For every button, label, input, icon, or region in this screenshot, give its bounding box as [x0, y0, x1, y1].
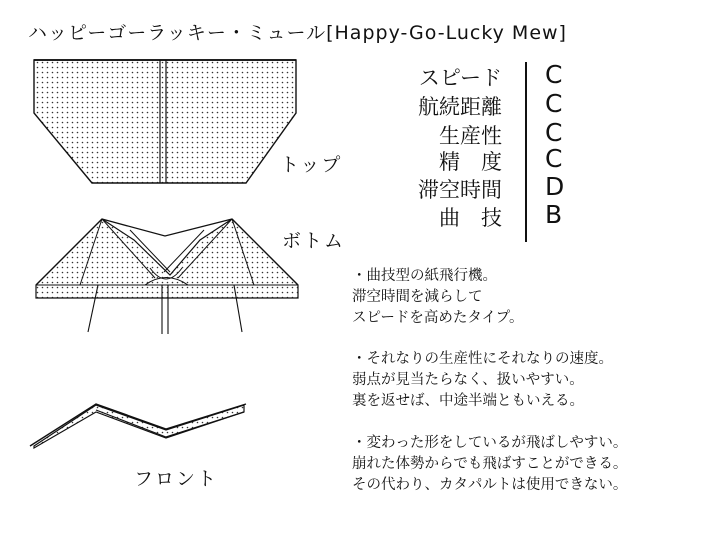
note-line: スピードを高めたタイプ。 — [352, 310, 524, 326]
top-view-label: トップ — [280, 154, 343, 176]
stat-name: スピード — [418, 66, 502, 90]
stat-row — [380, 91, 630, 119]
stat-row — [380, 202, 630, 230]
bottom-view-label: ボトム — [282, 230, 346, 252]
note-line: 滞空時間を減らして — [352, 289, 483, 305]
stat-row — [380, 120, 630, 148]
stat-row — [380, 146, 630, 174]
bottom-view-drawing — [36, 219, 298, 334]
note-line: 裏を返せば、中途半端ともいえる。 — [352, 393, 584, 409]
stat-grade: C — [545, 144, 563, 173]
stat-grade: C — [545, 89, 563, 118]
note-line: ・変わった形をしているが飛ばしやすい。 — [352, 435, 628, 451]
stat-grade: B — [545, 200, 563, 229]
stat-name: 滞空時間 — [418, 178, 502, 202]
page-title: ハッピーゴーラッキー・ミュール[Happy-Go-Lucky Mew] — [28, 22, 567, 44]
stat-row — [380, 174, 630, 202]
stat-name: 曲 技 — [439, 206, 502, 230]
stat-grade: C — [545, 60, 563, 89]
note-line: ・曲技型の紙飛行機。 — [352, 268, 497, 284]
stat-name: 生産性 — [439, 124, 502, 148]
note-line: ・それなりの生産性にそれなりの速度。 — [352, 351, 613, 367]
top-view-drawing — [34, 60, 296, 183]
note-block — [352, 266, 524, 329]
front-view-label: フロント — [134, 468, 219, 490]
stat-name: 航続距離 — [418, 95, 502, 119]
stats-divider — [525, 62, 527, 242]
note-block — [352, 433, 627, 496]
note-line: 崩れた体勢からでも飛ばすことができる。 — [352, 456, 628, 472]
front-view-drawing — [30, 404, 246, 448]
note-line: 弱点が見当たらなく、扱いやすい。 — [352, 372, 584, 388]
note-line: その代わり、カタパルトは使用できない。 — [352, 477, 628, 493]
stat-grade: C — [545, 118, 563, 147]
note-block — [352, 349, 613, 412]
stat-row — [380, 62, 630, 90]
stat-name: 精 度 — [439, 150, 502, 174]
stat-grade: D — [545, 172, 565, 201]
